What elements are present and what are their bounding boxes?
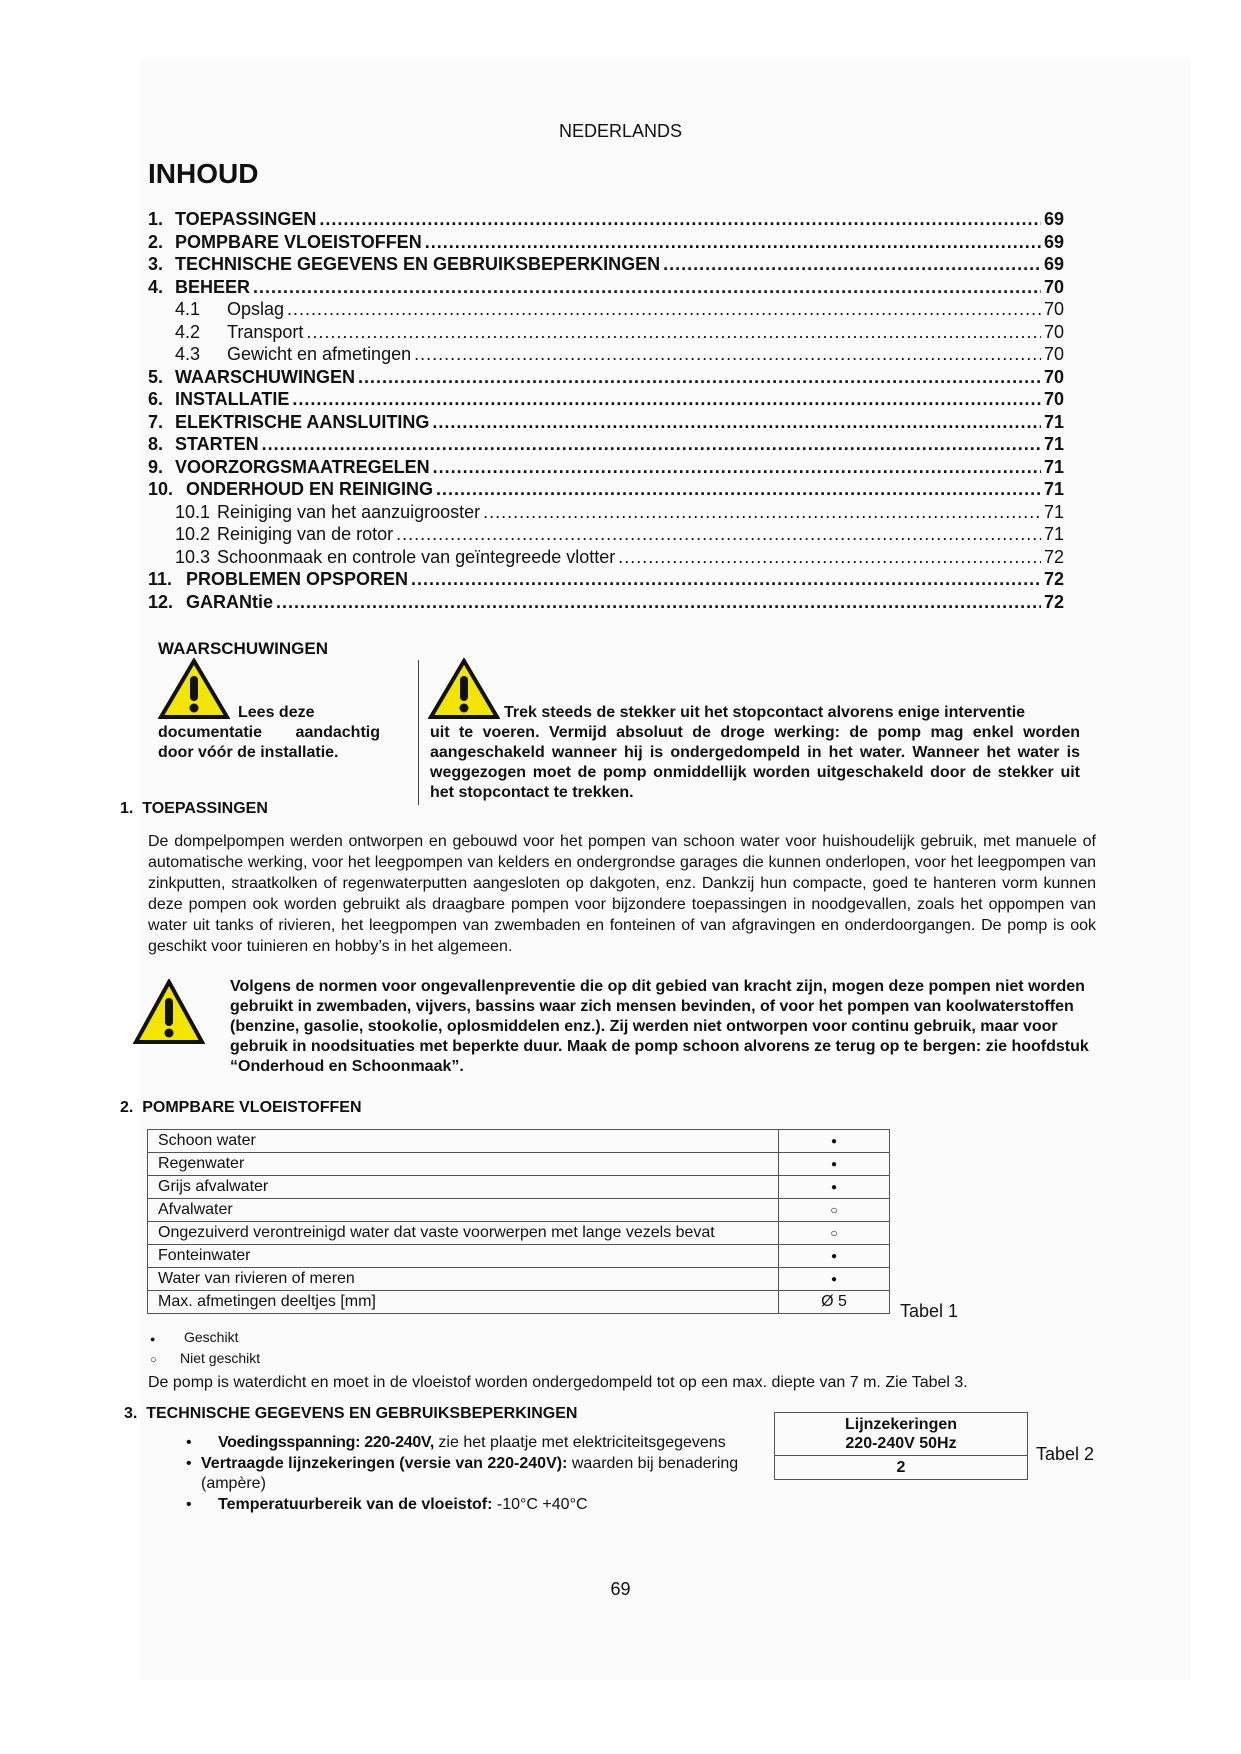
- warning-unplug-text: Trek steeds de stekker uit het stopcontact alvorens enige interventie uit te voeren. Vermijd absoluut de droge werking: de pomp mag enkel worden aangeschakeld wanneer hij is ondergedompeld in het water. Wanneer het water is weggezogen moet de pomp onmiddellijk worden uitgeschakeld door de stekker uit het stopcontact te trekken.: [430, 704, 1080, 801]
- language-header: NEDERLANDS: [558, 121, 683, 141]
- toc-item[interactable]: 2. POMPBARE VLOEISTOFFEN ..... 69: [148, 232, 1064, 255]
- applications-paragraph: De dompelpompen werden ontworpen en gebouwd voor het pompen van schoon water voor huishoudelijk gebruik, met manuele of automatische werking, voor het leegpompen van kelders en ondergrondse garages die kunnen onderlopen, voor het leegpompen van zinkputten, straatkolken of regenwaterputten aangesloten op dakgoten, enz. Dankzij hun compacte, goed te hanteren vorm kunnen deze pompen ook worden gebruikt als draagbare pompen voor bijzondere toepassingen in noodgevallen, zoals het oppompen van water uit tanks of rivieren, het leegpompen van zwembaden en fonteinen of van afgravingen en onderdoorgangen. De pomp is ook geschikt voor tuinieren en hobby’s in het algemeen.: [148, 833, 1096, 955]
- toc-item[interactable]: 8. STARTEN ..... 71: [148, 434, 1064, 457]
- toc-subitem[interactable]: 4.3 Gewicht en afmetingen ..... 70: [148, 344, 1064, 367]
- toc-subitem[interactable]: 10.3 Schoonmaak en controle van geïntegreede vlotter ..... 72: [148, 547, 1064, 570]
- column-divider: [418, 660, 419, 805]
- table-row: Grijs afvalwater ●: [148, 1176, 890, 1199]
- line-fuses-table: [774, 1412, 1028, 1480]
- table1-caption: Tabel 1: [900, 1301, 959, 1321]
- table-row: Max. afmetingen deeltjes [mm] Ø 5: [148, 1291, 890, 1314]
- filled-dot-icon: ●: [150, 1334, 156, 1344]
- table2-caption: Tabel 2: [1036, 1444, 1095, 1464]
- table-header-row: Lijnzekeringen 220-240V 50Hz: [775, 1413, 1028, 1456]
- warnings-title: WAARSCHUWINGEN: [158, 639, 328, 658]
- spec-item: • Voedingsspanning: 220-240V, zie het plaatje met elektriciteitsgegevens: [186, 1434, 726, 1451]
- toc-subitem[interactable]: 10.2 Reiniging van de rotor ..... 71: [148, 524, 1064, 547]
- toc-item[interactable]: 11. PROBLEMEN OPSPOREN ..... 72: [148, 569, 1064, 592]
- toc-item[interactable]: 6. INSTALLATIE ..... 70: [148, 389, 1064, 412]
- toc-item[interactable]: 5. WAARSCHUWINGEN ..... 70: [148, 367, 1064, 390]
- table-row: Regenwater ●: [148, 1153, 890, 1176]
- toc-title: INHOUD: [148, 158, 259, 189]
- table-row: Schoon water ●: [148, 1130, 890, 1153]
- hollow-dot-icon: ○: [150, 1354, 157, 1366]
- toc-item[interactable]: 10. ONDERHOUD EN REINIGING ..... 71: [148, 479, 1064, 502]
- section-title-technische-gegevens: 3. TECHNISCHE GEGEVENS EN GEBRUIKSBEPERKINGEN: [124, 1405, 578, 1422]
- table-row: Ongezuiverd verontreinigd water dat vaste voorwerpen met lange vezels bevat ○: [148, 1222, 890, 1245]
- table-row: 2: [775, 1456, 1028, 1480]
- legend-item: ● Geschikt: [150, 1328, 260, 1349]
- toc-item[interactable]: 4. BEHEER ..... 70: [148, 277, 1064, 300]
- liquids-table: [147, 1129, 890, 1314]
- table-of-contents: [148, 209, 1064, 614]
- page-number: 69: [610, 1579, 631, 1599]
- waterproof-paragraph: De pomp is waterdicht en moet in de vloeistof worden ondergedompeld tot op een max. diepte van 7 m. Zie Tabel 3.: [148, 1374, 968, 1391]
- table-row: Afvalwater ○: [148, 1199, 890, 1222]
- table-row: Water van rivieren of meren ●: [148, 1268, 890, 1291]
- safety-norms-warning: Volgens de normen voor ongevallenpreventie die op dit gebied van kracht zijn, mogen deze pompen niet worden gebruikt in zwembaden, vijvers, bassins waar zich mensen bevinden, of voor het pompen van koolwaterstoffen (benzine, gasolie, stookolie, oplosmiddelen enz.). Zij werden niet ontworpen voor continu gebruik, maar voor gebruik in noodsituaties met beperkte duur. Maak de pomp schoon alvorens ze terug op te bergen: zie hoofdstuk “Onderhoud en Schoonmaak”.: [230, 978, 1089, 1075]
- technical-specs-list: [186, 1433, 746, 1516]
- toc-item[interactable]: 12. GARANtie ..... 72: [148, 592, 1064, 615]
- spec-item: • Vertraagde lijnzekeringen (versie van 220-240V): waarden bij benadering (ampère): [186, 1455, 739, 1492]
- warning-triangle-icon: [133, 979, 205, 1045]
- section-title-toepassingen: 1. TOEPASSINGEN: [120, 800, 268, 817]
- toc-subitem[interactable]: 10.1 Reiniging van het aanzuigrooster ..... 71: [148, 502, 1064, 525]
- toc-subitem[interactable]: 4.1 Opslag ..... 70: [148, 299, 1064, 322]
- spec-item: • Temperatuurbereik van de vloeistof: -10°C +40°C: [186, 1496, 588, 1513]
- toc-item[interactable]: 7. ELEKTRISCHE AANSLUITING ..... 71: [148, 412, 1064, 435]
- section-title-pompbare-vloeistoffen: 2. POMPBARE VLOEISTOFFEN: [120, 1099, 362, 1116]
- toc-item[interactable]: 9. VOORZORGSMAATREGELEN ..... 71: [148, 457, 1064, 480]
- warning-read-docs-text: Lees deze documentatie aandachtig door vóór de installatie.: [158, 704, 380, 761]
- legend-item: ○ Niet geschikt: [150, 1349, 260, 1370]
- toc-item[interactable]: 3. TECHNISCHE GEGEVENS EN GEBRUIKSBEPERKINGEN ..... 69: [148, 254, 1064, 277]
- table-row: Fonteinwater ●: [148, 1245, 890, 1268]
- toc-item[interactable]: 1. TOEPASSINGEN ..... 69: [148, 209, 1064, 232]
- table-legend: [150, 1328, 260, 1370]
- toc-subitem[interactable]: 4.2 Transport ..... 70: [148, 322, 1064, 345]
